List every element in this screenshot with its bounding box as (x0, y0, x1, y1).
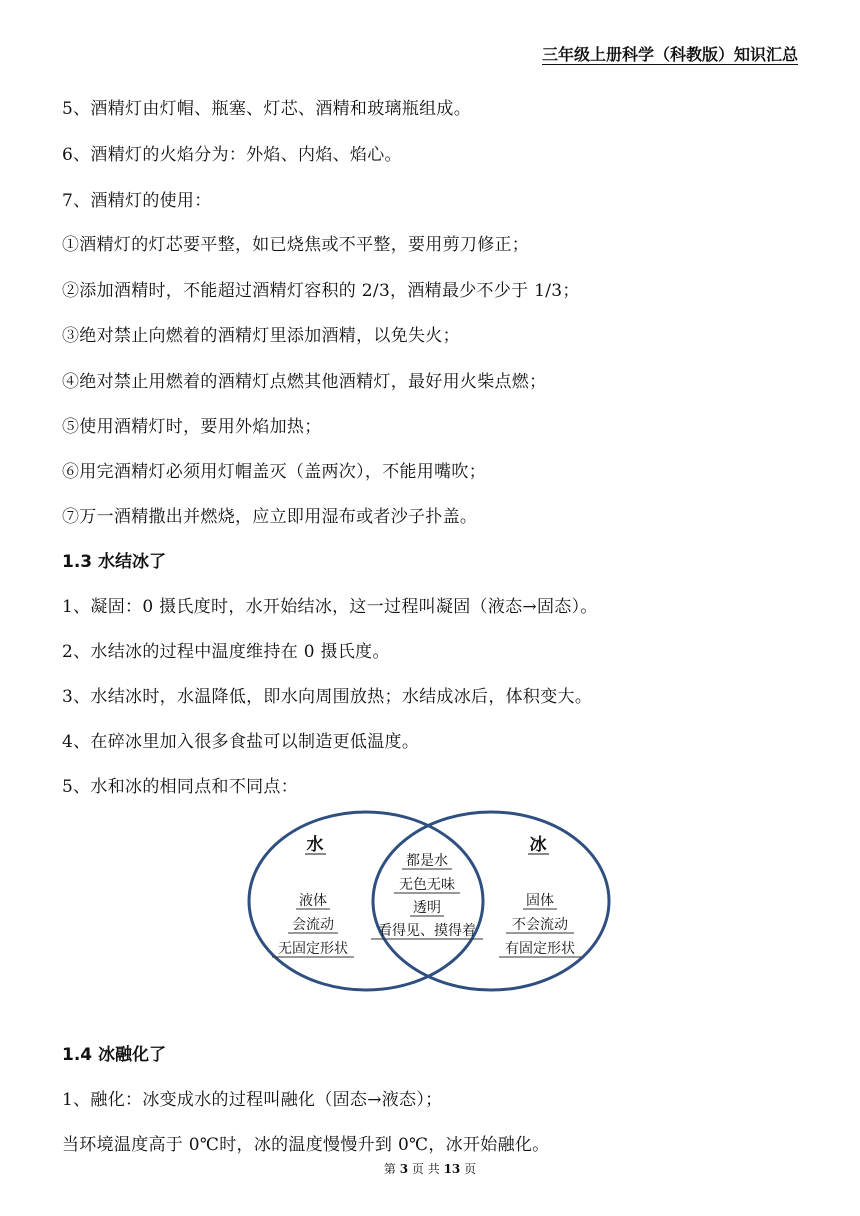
venn-right-title: 冰 (529, 835, 547, 855)
text-line: 5、水和冰的相同点和不同点： (62, 777, 299, 797)
text-line: ⑦万一酒精撒出并燃烧，应立即用湿布或者沙子扑盖。 (62, 507, 478, 527)
text-line: ⑤使用酒精灯时，要用外焰加热； (62, 417, 322, 437)
text-line: 1、融化：冰变成水的过程叫融化（固态→液态）； (62, 1090, 443, 1110)
text-line: ④绝对禁止用燃着的酒精灯点燃其他酒精灯，最好用火柴点燃； (62, 372, 547, 392)
venn-left-item: 会流动 (292, 917, 334, 933)
text-line: 1、凝固：0 摄氏度时，水开始结冰，这一过程叫凝固（液态→固态）。 (62, 597, 598, 617)
section-heading: 1.4 冰融化了 (62, 1045, 167, 1065)
venn-left-item: 无固定形状 (278, 941, 348, 957)
text-line: 当环境温度高于 0℃时，冰的温度慢慢升到 0℃，冰开始融化。 (62, 1135, 550, 1155)
venn-left-item: 液体 (299, 893, 327, 909)
text-line: 6、酒精灯的火焰分为：外焰、内焰、焰心。 (62, 145, 402, 165)
venn-middle-item: 都是水 (406, 853, 448, 869)
text-line: ①酒精灯的灯芯要平整，如已烧焦或不平整，要用剪刀修正； (62, 235, 530, 255)
text-line: 4、在碎冰里加入很多食盐可以制造更低温度。 (62, 732, 420, 752)
text-line: 2、水结冰的过程中温度维持在 0 摄氏度。 (62, 642, 390, 662)
footer-total-pages: 13 (443, 1162, 461, 1176)
footer-page-number: 3 (399, 1162, 409, 1176)
footer-suffix: 页 (464, 1162, 477, 1176)
page-footer (0, 1160, 860, 1177)
venn-right-item: 固体 (526, 893, 554, 909)
venn-middle-item: 看得见、摸得着 (378, 923, 476, 939)
venn-right-item: 有固定形状 (505, 941, 575, 957)
text-line: ②添加酒精时，不能超过酒精灯容积的 2/3，酒精最少不少于 1/3； (62, 281, 580, 301)
footer-middle: 页 共 (411, 1162, 440, 1176)
footer-prefix: 第 (383, 1162, 396, 1176)
text-line: 7、酒精灯的使用： (62, 191, 212, 211)
venn-circle-ice (373, 812, 609, 990)
venn-right-item: 不会流动 (512, 917, 568, 933)
text-line: ③绝对禁止向燃着的酒精灯里添加酒精，以免失火； (62, 326, 460, 346)
document-header: 三年级上册科学（科教版）知识汇总 (541, 45, 798, 64)
text-line: ⑥用完酒精灯必须用灯帽盖灭（盖两次），不能用嘴吹； (62, 462, 486, 482)
section-heading: 1.3 水结冰了 (62, 552, 167, 572)
text-line: 3、水结冰时，水温降低，即水向周围放热；水结成冰后，体积变大。 (62, 687, 593, 707)
venn-middle-item: 透明 (413, 900, 441, 916)
text-line: 5、酒精灯由灯帽、瓶塞、灯芯、酒精和玻璃瓶组成。 (62, 99, 472, 119)
venn-diagram (240, 808, 620, 1000)
venn-circle-water (249, 812, 483, 990)
venn-middle-item: 无色无味 (399, 877, 455, 893)
venn-left-title: 水 (306, 835, 324, 855)
